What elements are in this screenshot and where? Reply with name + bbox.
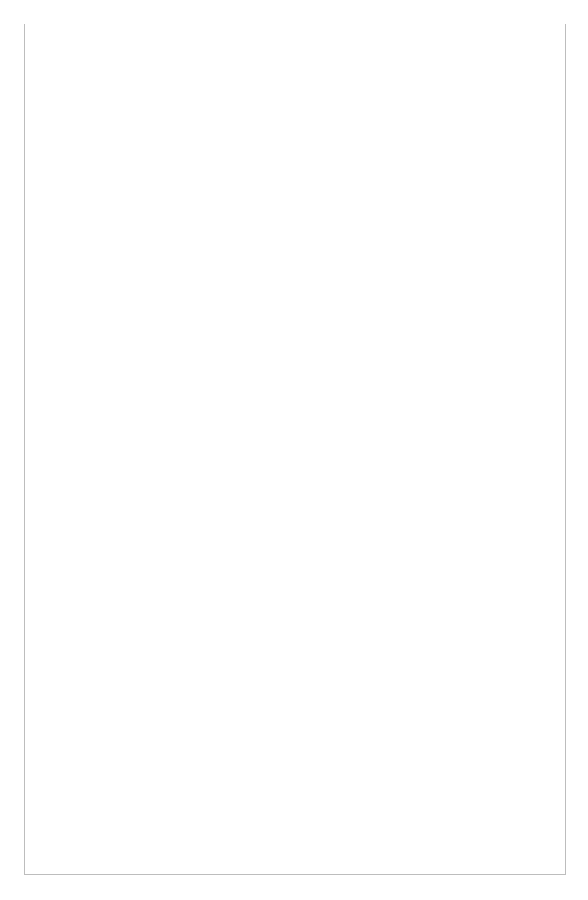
document-body [38, 44, 554, 72]
page-frame [24, 24, 566, 875]
